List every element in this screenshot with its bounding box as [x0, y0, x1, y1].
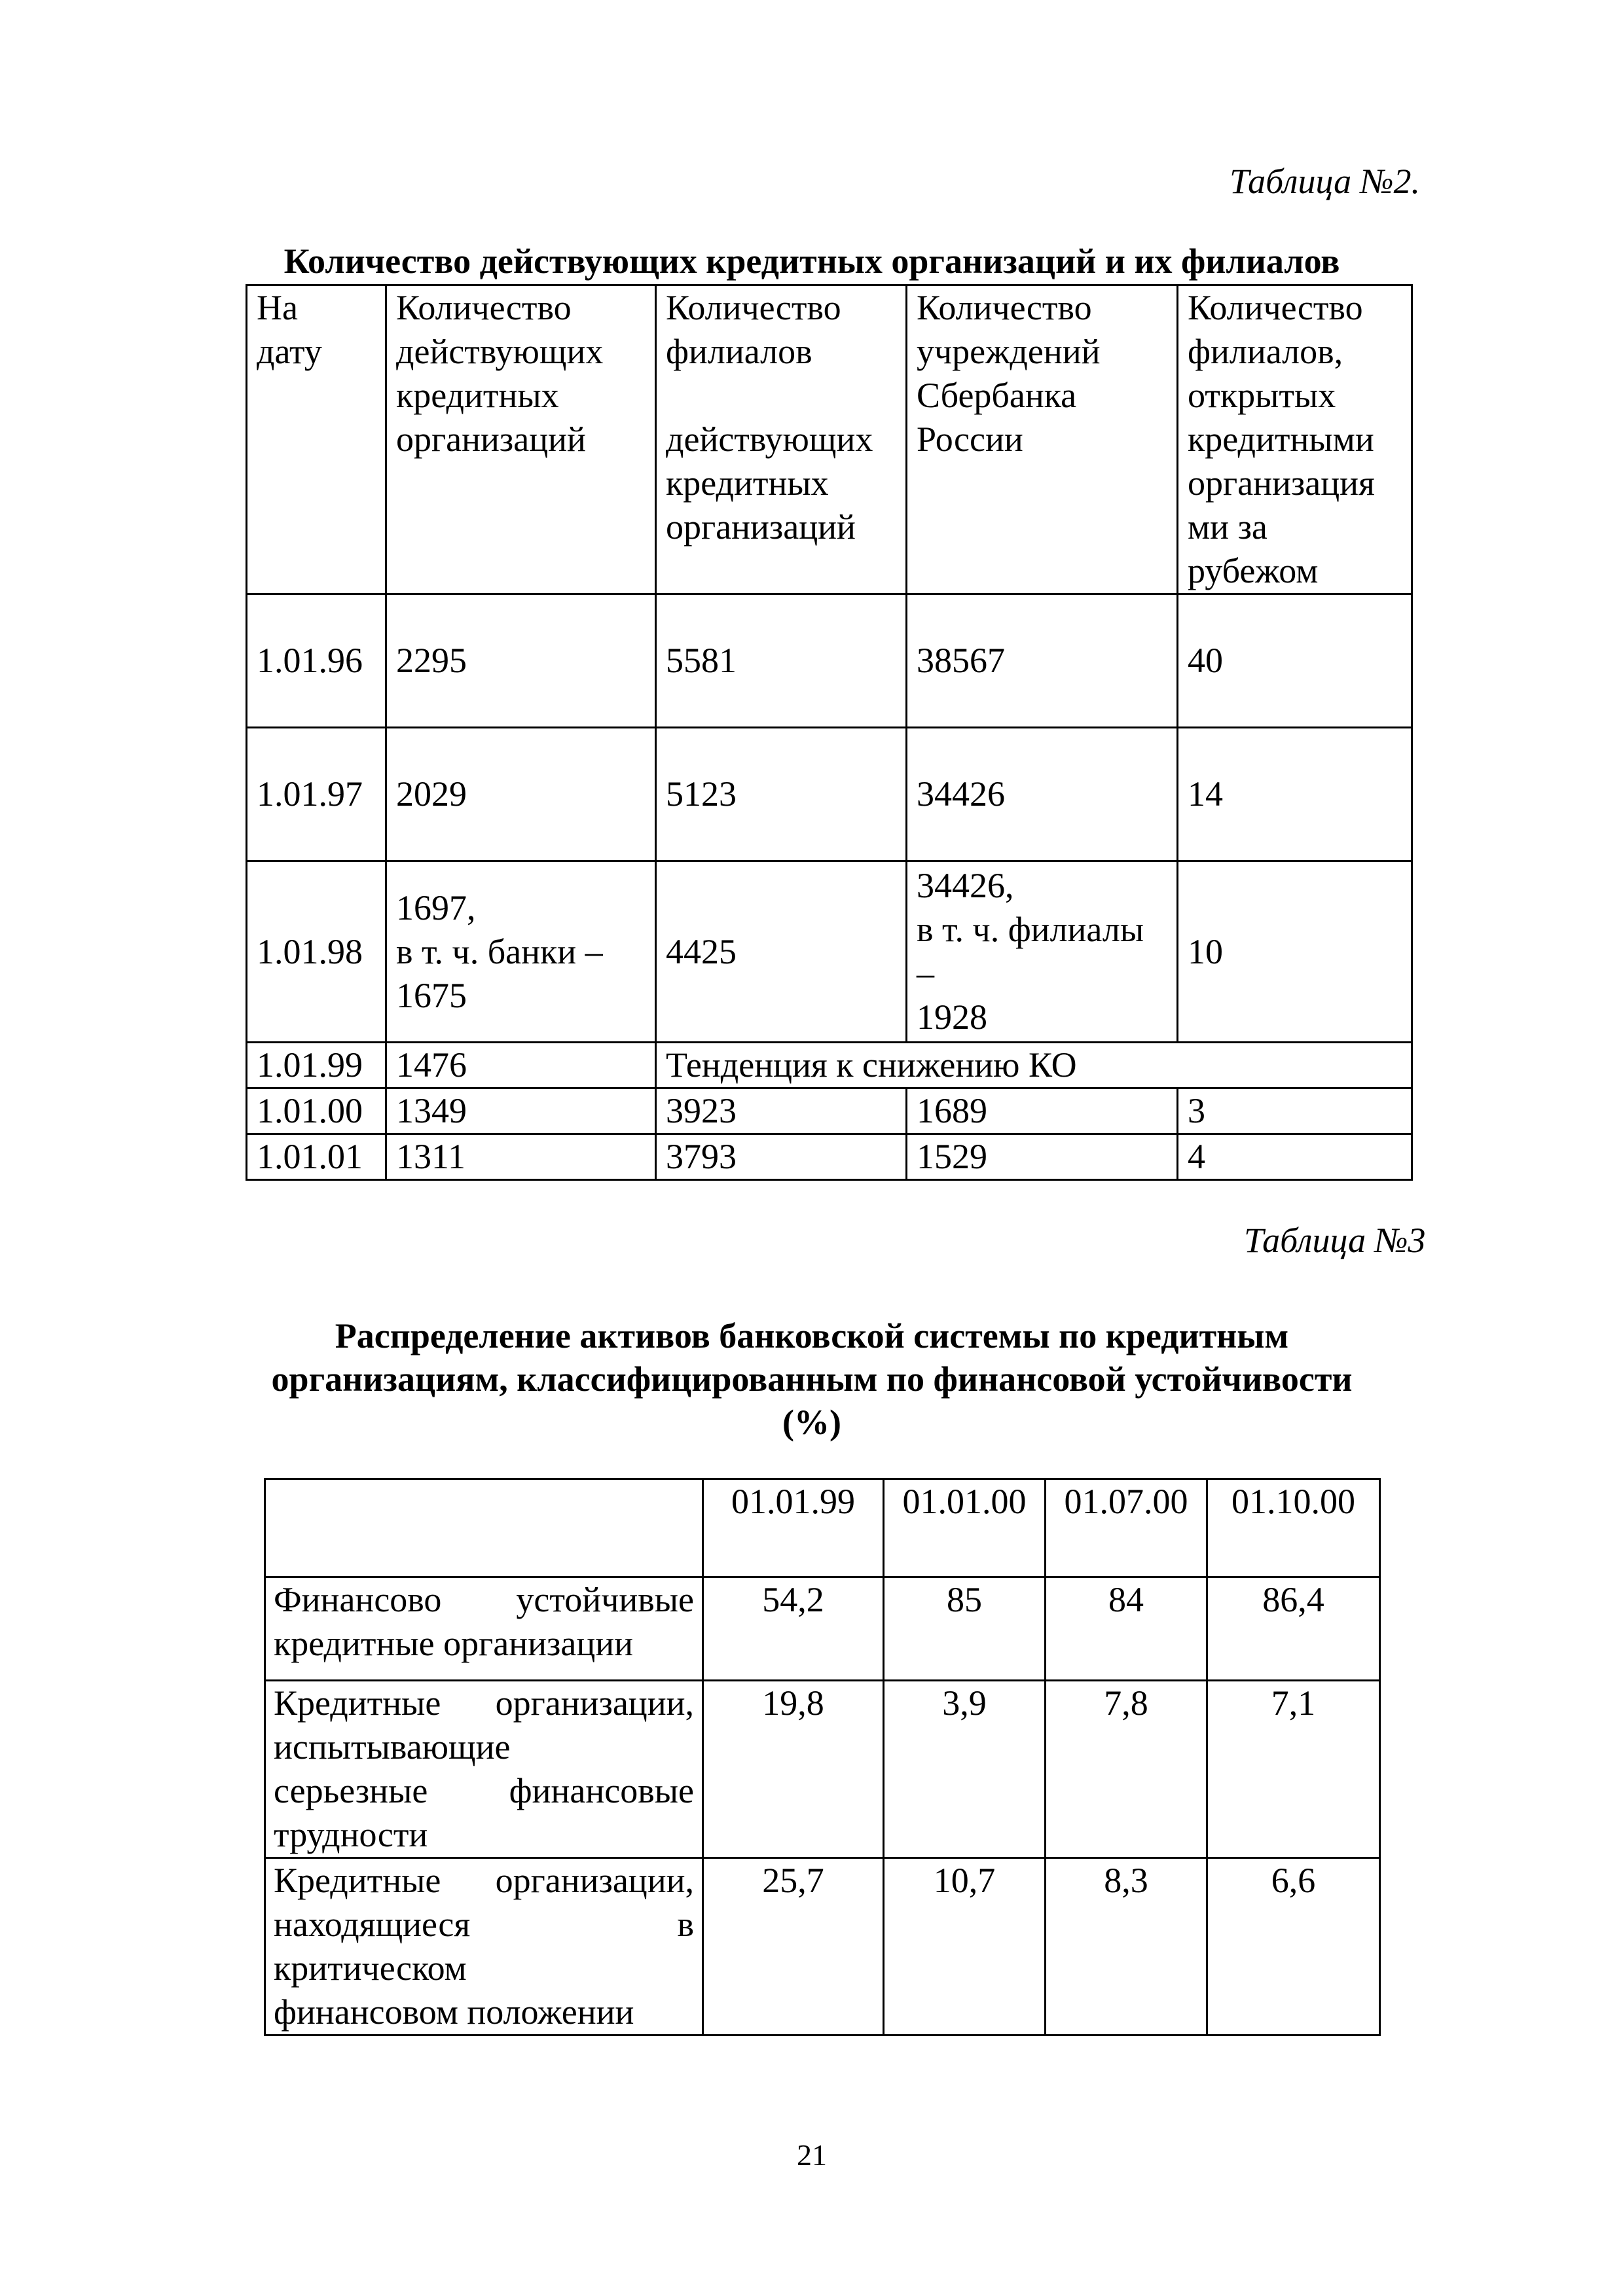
table2-cell-date: 1.01.96: [247, 594, 386, 728]
table2-cell-ko: 1476: [386, 1043, 656, 1088]
table3-caption: Таблица №3: [1244, 1221, 1426, 1260]
table2-cell-abroad: 14: [1178, 728, 1412, 861]
table2-header-row: [247, 285, 1412, 594]
table3-cell-value: 85: [884, 1577, 1046, 1681]
table2-cell-ko: 1311: [386, 1134, 656, 1180]
table3-row-label: Финансово устойчивые кредитные организации: [265, 1577, 703, 1681]
table-row: [247, 728, 1412, 861]
table2-cell-date: 1.01.97: [247, 728, 386, 861]
table2-cell-ko: 2029: [386, 728, 656, 861]
table2-header-branches: Количество филиалов действующих кредитных организаций: [656, 285, 907, 594]
table2-header-ko: Количество действующих кредитных организаций: [386, 285, 656, 594]
table2-cell-sber: 34426, в т. ч. филиалы – 1928: [907, 861, 1178, 1043]
table-row: [247, 1088, 1412, 1134]
table2-cell-sber: 1689: [907, 1088, 1178, 1134]
table-row: [265, 1577, 1380, 1681]
table2-cell-note: Тенденция к снижению КО: [656, 1043, 1412, 1088]
table3-cell-value: 6,6: [1207, 1858, 1380, 2036]
table2-cell-sber: 1529: [907, 1134, 1178, 1180]
table-row: [247, 594, 1412, 728]
table3: [264, 1478, 1381, 2036]
table3-title: Распределение активов банковской системы по кредитным организациям, классифицированным по финансовой устойчивости (%): [271, 1316, 1353, 1442]
table-row: [247, 1134, 1412, 1180]
table3-cell-value: 84: [1046, 1577, 1207, 1681]
table2-cell-branches: 5123: [656, 728, 907, 861]
table2-cell-abroad: 10: [1178, 861, 1412, 1043]
table3-cell-value: 7,8: [1046, 1681, 1207, 1858]
table2-cell-ko: 2295: [386, 594, 656, 728]
table-row: [265, 1858, 1380, 2036]
table2-cell-abroad: 40: [1178, 594, 1412, 728]
table2-cell-sber: 38567: [907, 594, 1178, 728]
table2-cell-ko: 1697, в т. ч. банки – 1675: [386, 861, 656, 1043]
table3-cell-value: 3,9: [884, 1681, 1046, 1858]
table2-header-date: На дату: [247, 285, 386, 594]
table3-cell-value: 19,8: [703, 1681, 884, 1858]
table3-cell-value: 54,2: [703, 1577, 884, 1681]
table2-cell-ko: 1349: [386, 1088, 656, 1134]
table2-cell-branches: 5581: [656, 594, 907, 728]
table2-cell-branches: 3793: [656, 1134, 907, 1180]
table-row: [247, 1043, 1412, 1088]
table3-cell-value: 25,7: [703, 1858, 884, 2036]
table-row: [247, 861, 1412, 1043]
table2-cell-sber: 34426: [907, 728, 1178, 861]
table2-cell-branches: 3923: [656, 1088, 907, 1134]
table3-cell-value: 8,3: [1046, 1858, 1207, 2036]
table3-row-label: Кредитные организации, испытывающие серьезные финансовые трудности: [265, 1681, 703, 1858]
table2-cell-branches: 4425: [656, 861, 907, 1043]
table3-cell-value: 10,7: [884, 1858, 1046, 2036]
table2-cell-date: 1.01.00: [247, 1088, 386, 1134]
table3-row-label: Кредитные организации, находящиеся в критическом финансовом положении: [265, 1858, 703, 2036]
table2-header-sber: Количество учреждений Сбербанка России: [907, 285, 1178, 594]
table2-cell-date: 1.01.01: [247, 1134, 386, 1180]
table3-header-date: 01.07.00: [1046, 1479, 1207, 1577]
table3-header-empty: [265, 1479, 703, 1577]
table2-cell-date: 1.01.99: [247, 1043, 386, 1088]
table-row: [265, 1681, 1380, 1858]
table2: [246, 284, 1413, 1181]
page-number: 21: [797, 2138, 827, 2172]
table3-header-date: 01.10.00: [1207, 1479, 1380, 1577]
table2-title: Количество действующих кредитных организаций и их филиалов: [283, 242, 1340, 281]
table3-cell-value: 7,1: [1207, 1681, 1380, 1858]
table2-cell-date: 1.01.98: [247, 861, 386, 1043]
table3-header-date: 01.01.99: [703, 1479, 884, 1577]
table2-caption: Таблица №2.: [1230, 162, 1421, 201]
table3-cell-value: 86,4: [1207, 1577, 1380, 1681]
table2-header-abroad: Количество филиалов, открытых кредитными организация ми за рубежом: [1178, 285, 1412, 594]
table3-header-date: 01.01.00: [884, 1479, 1046, 1577]
table2-cell-abroad: 3: [1178, 1088, 1412, 1134]
table3-header-row: [265, 1479, 1380, 1577]
table2-cell-abroad: 4: [1178, 1134, 1412, 1180]
